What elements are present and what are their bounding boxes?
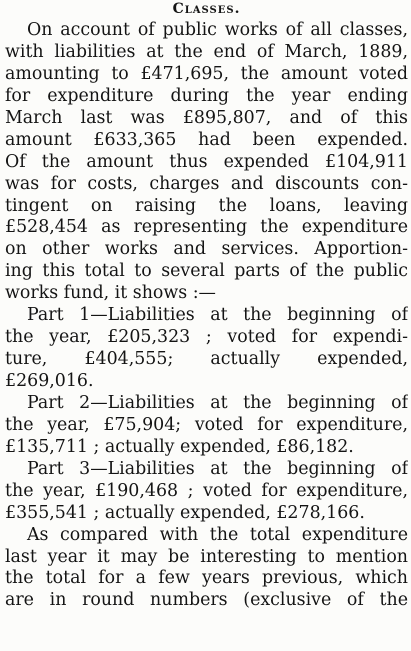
text-line: was for costs, charges and discounts con- [5,173,408,194]
text-line: on other works and services. Apportion- [5,239,408,260]
text-line: the year, £190,468 ; voted for expenditure, [5,480,408,501]
text-line: amounting to £471,695, the amount voted [5,63,408,84]
text-line: £355,541 ; actually expended, £278,166. [5,502,365,523]
text-line: March last was £895,807, and of this [5,107,408,128]
text-line: As compared with the total expenditure [27,524,408,545]
text-line: Part 1—Liabilities at the beginning of [27,305,408,326]
text-line: for expenditure during the year ending [5,85,408,106]
text-line: the year, £205,323 ; voted for expendi- [5,327,408,348]
text-line: ture, £404,555; actually expended, [5,349,408,370]
text-line: amount £633,365 had been expended. [5,129,408,150]
text-line: On account of public works of all classes, [27,20,408,40]
section-heading: Classes. [172,1,241,17]
text-line: Part 3—Liabilities at the beginning of [27,458,408,479]
text-line: tingent on raising the loans, leaving [5,195,408,216]
text-line: works fund, it shows :— [5,283,216,304]
text-line: the total for a few years previous, which [5,568,408,589]
text-line: Part 2—Liabilities at the beginning of [27,392,408,413]
text-line: the year, £75,904; voted for expenditure, [5,414,408,435]
text-line: ing this total to several parts of the public [5,261,408,282]
text-line: £269,016. [5,371,94,391]
text-line: with liabilities at the end of March, 1889, [5,41,408,62]
text-line: last year it may be interesting to mention [5,546,408,567]
text-line: £528,454 as representing the expenditure [5,217,408,238]
text-line: Of the amount thus expended £104,911 [5,151,408,172]
text-line: are in round numbers (exclusive of the [5,590,408,611]
text-line: £135,711 ; actually expended, £86,182. [5,436,354,457]
article-body [5,20,408,612]
